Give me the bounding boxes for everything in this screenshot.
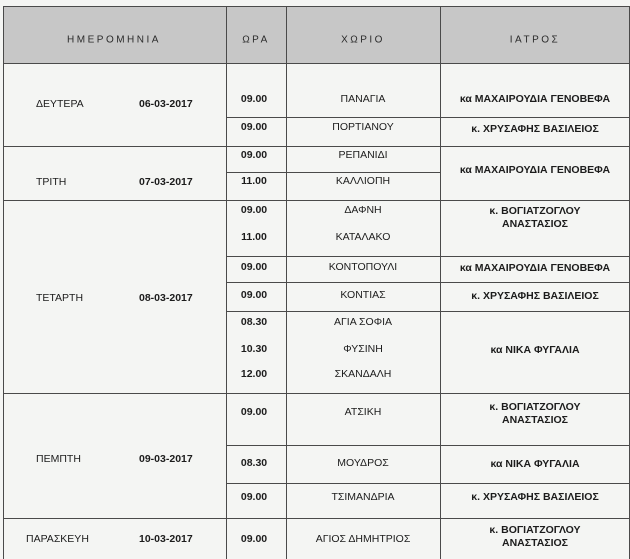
doctor-cell: κ. ΧΡΥΣΑΦΗΣ ΒΑΣΙΛΕΙΟΣ (471, 290, 599, 302)
doctor-cell: κ. ΧΡΥΣΑΦΗΣ ΒΑΣΙΛΕΙΟΣ (471, 491, 599, 503)
row-border (3, 6, 630, 7)
day-name: ΠΕΜΠΤΗ (36, 453, 81, 465)
row-border (226, 117, 630, 118)
day-date: 08-03-2017 (139, 292, 193, 304)
doctor-name-line: ΑΝΑΣΤΑΣΙΟΣ (502, 414, 568, 426)
day-date: 07-03-2017 (139, 176, 193, 188)
time-cell: 08.30 (240, 457, 268, 469)
row-border (226, 256, 630, 257)
time-cell: 09.00 (240, 533, 268, 545)
doctor-cell (489, 401, 580, 427)
doctor-cell: κα ΜΑΧΑΙΡΟΥΔΙΑ ΓΕΝΟΒΕΦΑ (459, 164, 611, 176)
row-border (226, 172, 440, 173)
header-doctor: ΙΑΤΡΟΣ (509, 34, 561, 46)
doctor-name-line: κ. ΒΟΓΙΑΤΖΟΓΛΟΥ (489, 205, 581, 217)
doctor-name-line: ΑΝΑΣΤΑΣΙΟΣ (502, 218, 568, 230)
row-border (3, 200, 630, 201)
time-cell: 09.00 (240, 406, 268, 418)
time-cell: 11.00 (241, 175, 267, 187)
village-cell: ΣΚΑΝΔΑΛΗ (334, 368, 392, 380)
col-border (3, 6, 4, 559)
row-border (226, 282, 630, 283)
day-date: 09-03-2017 (139, 453, 193, 465)
day-name: ΤΕΤΑΡΤΗ (36, 292, 84, 304)
village-cell: ΤΣΙΜΑΝΔΡΙΑ (331, 491, 395, 503)
doctor-cell: κα ΜΑΧΑΙΡΟΥΔΙΑ ΓΕΝΟΒΕΦΑ (459, 262, 611, 274)
time-cell: 09.00 (240, 121, 268, 133)
time-cell: 09.00 (240, 491, 268, 503)
row-border (226, 311, 630, 312)
row-border (226, 483, 630, 484)
village-cell: ΑΤΣΙΚΗ (344, 406, 382, 418)
doctor-name-line: ΑΝΑΣΤΑΣΙΟΣ (502, 537, 568, 549)
village-cell: ΚΟΝΤΙΑΣ (340, 289, 386, 301)
row-border (226, 445, 630, 446)
doctor-name-line: κ. ΒΟΓΙΑΤΖΟΓΛΟΥ (489, 401, 581, 413)
time-cell: 09.00 (240, 261, 268, 273)
village-cell: ΦΥΣΙΝΗ (343, 343, 383, 355)
doctor-cell: κα ΜΑΧΑΙΡΟΥΔΙΑ ΓΕΝΟΒΕΦΑ (459, 93, 611, 105)
doctor-cell: κα ΝΙΚΑ ΦΥΓΑΛΙΑ (490, 344, 580, 356)
time-cell: 08.30 (240, 316, 268, 328)
village-cell: ΠΑΝΑΓΙΑ (340, 93, 386, 105)
doctor-cell: κ. ΧΡΥΣΑΦΗΣ ΒΑΣΙΛΕΙΟΣ (471, 123, 599, 135)
day-date: 10-03-2017 (139, 533, 193, 545)
village-cell: ΚΑΛΛΙΟΠΗ (335, 175, 391, 187)
time-cell: 10.30 (240, 343, 268, 355)
row-border (3, 63, 630, 64)
header-date: ΗΜΕΡΟΜΗΝΙΑ (67, 34, 161, 46)
time-cell: 09.00 (240, 289, 268, 301)
village-cell: ΑΓΙΑ ΣΟΦΙΑ (333, 316, 393, 328)
village-cell: ΚΑΤΑΛΑΚΟ (335, 231, 391, 243)
row-border (3, 393, 630, 394)
village-cell: ΚΟΝΤΟΠΟΥΛΙ (328, 261, 398, 273)
time-cell: 12.00 (240, 368, 268, 380)
time-cell: 09.00 (240, 149, 268, 161)
day-name: ΠΑΡΑΣΚΕΥΗ (26, 533, 89, 545)
row-border (3, 146, 630, 147)
day-name: ΤΡΙΤΗ (36, 176, 67, 188)
doctor-name-line: κ. ΒΟΓΙΑΤΖΟΓΛΟΥ (489, 524, 581, 536)
village-cell: ΠΟΡΤΙΑΝΟΥ (332, 121, 394, 133)
doctor-cell: κα ΝΙΚΑ ΦΥΓΑΛΙΑ (490, 458, 580, 470)
header-time: ΩΡΑ (242, 34, 270, 46)
doctor-cell (489, 205, 580, 231)
village-cell: ΑΓΙΟΣ ΔΗΜΗΤΡΙΟΣ (315, 533, 411, 545)
time-cell: 09.00 (240, 93, 268, 105)
doctor-cell (489, 524, 580, 550)
row-border (3, 518, 630, 519)
village-cell: ΔΑΦΝΗ (344, 204, 382, 216)
day-date: 06-03-2017 (139, 98, 193, 110)
time-cell: 11.00 (241, 231, 267, 243)
time-cell: 09.00 (240, 204, 268, 216)
day-name: ΔΕΥΤΕΡΑ (36, 98, 84, 110)
header-village: ΧΩΡΙΟ (341, 34, 385, 46)
village-cell: ΜΟΥΔΡΟΣ (337, 457, 389, 469)
village-cell: ΡΕΠΑΝΙΔΙ (338, 149, 388, 161)
